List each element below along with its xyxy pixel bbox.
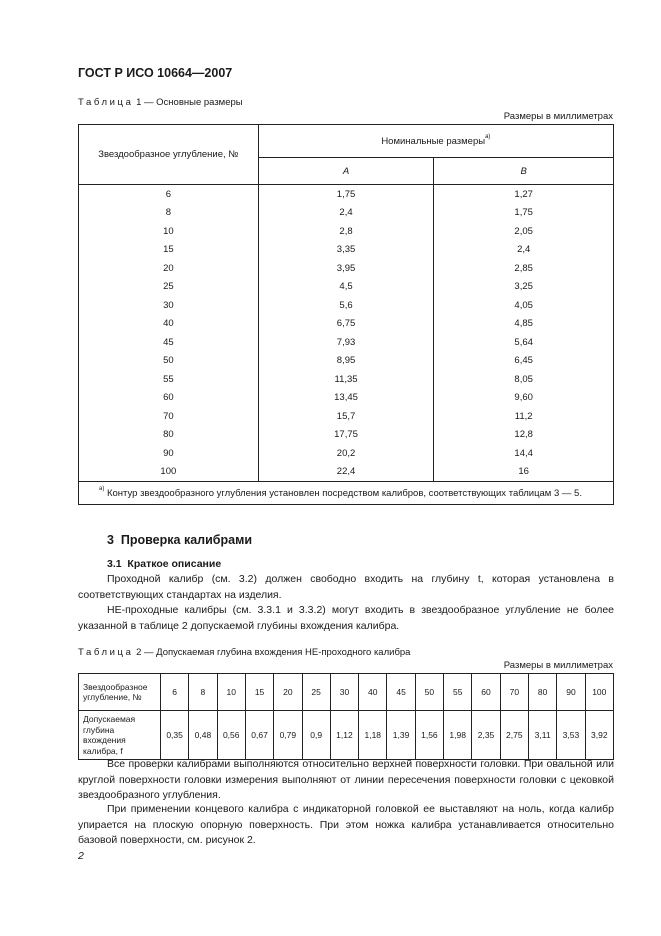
col-header-nominal [258,125,613,158]
cell-dimension-b: 11,2 [434,407,614,426]
row-label-depth: Допускаемая глубина вхождения калибра, f [79,711,161,760]
cell-permissible-depth: 1,12 [330,711,358,760]
cell-recess-size: 40 [359,674,387,711]
subsection-heading: 3.1 Краткое описание [107,558,222,570]
table2-caption [78,647,410,658]
cell-dimension-a: 15,7 [258,407,434,426]
cell-permissible-depth: 3,53 [557,711,585,760]
cell-dimension-a: 1,75 [258,185,434,204]
cell-dimension-b: 8,05 [434,370,614,389]
paragraph-measurement-reference: Все проверки калибрами выполняются относительно верхней поверхности головки. При овальной или круглой поверхности головки измерения выполняют от линии пересечения поверхности головки с цековкой звездообразного углубления. [78,758,614,802]
cell-dimension-a: 3,35 [258,241,434,260]
table1-units: Размеры в миллиметрах [503,111,613,122]
cell-recess-number: 6 [79,185,259,204]
cell-recess-number: 100 [79,463,259,482]
table-row [79,259,614,278]
table-row [79,222,614,241]
paragraph-nogo-gauge: НЕ-проходные калибры (см. 3.3.1 и 3.3.2) могут входить в звездообразное углубление не более указанной в таблице 2 допускаемой глубины вхождения калибра. [78,604,614,632]
cell-recess-number: 55 [79,370,259,389]
cell-recess-number: 20 [79,259,259,278]
cell-recess-size: 25 [302,674,330,711]
cell-dimension-b: 2,4 [434,241,614,260]
cell-recess-size: 60 [472,674,500,711]
cell-recess-number: 50 [79,352,259,371]
cell-recess-size: 100 [585,674,613,711]
table-row [79,407,614,426]
table-row [79,204,614,223]
table-row [79,241,614,260]
cell-recess-number: 45 [79,333,259,352]
page-number: 2 [78,850,84,862]
col-header-b: B [434,158,614,185]
cell-recess-size: 30 [330,674,358,711]
cell-dimension-b: 4,05 [434,296,614,315]
main-dimensions-table [78,124,614,505]
col-header-a: A [258,158,434,185]
table1-footnote [79,482,614,505]
cell-recess-size: 15 [245,674,273,711]
table2-units: Размеры в миллиметрах [503,660,613,671]
cell-permissible-depth: 0,9 [302,711,330,760]
cell-permissible-depth: 0,67 [245,711,273,760]
cell-recess-number: 15 [79,241,259,260]
cell-dimension-a: 2,4 [258,204,434,223]
table-row [79,315,614,334]
table-row [79,389,614,408]
cell-recess-number: 25 [79,278,259,297]
cell-dimension-a: 6,75 [258,315,434,334]
table-row [79,185,614,204]
table1-caption-prefix: Таблица [78,97,134,108]
cell-dimension-a: 2,8 [258,222,434,241]
table-row [79,426,614,445]
cell-dimension-a: 11,35 [258,370,434,389]
cell-recess-size: 10 [217,674,245,711]
cell-permissible-depth: 2,35 [472,711,500,760]
table-row [79,333,614,352]
cell-recess-number: 90 [79,444,259,463]
table-row [79,296,614,315]
cell-recess-size: 50 [415,674,443,711]
cell-dimension-b: 9,60 [434,389,614,408]
table1-footnote-text: Контур звездообразного углубления установлен посредством калибров, соответствующих таблицам 3 — 5. [106,487,582,499]
cell-recess-size: 45 [387,674,415,711]
cell-dimension-b: 4,85 [434,315,614,334]
footnote-mark: a) [485,133,491,140]
cell-dimension-b: 1,27 [434,185,614,204]
cell-permissible-depth: 0,79 [274,711,302,760]
table-row [79,370,614,389]
cell-dimension-b: 5,64 [434,333,614,352]
cell-dimension-b: 3,25 [434,278,614,297]
cell-recess-size: 20 [274,674,302,711]
table-row [79,444,614,463]
table2-caption-prefix: Таблица [78,647,134,658]
cell-recess-size: 70 [500,674,528,711]
section-heading: 3 Проверка калибрами [107,533,253,547]
cell-recess-number: 30 [79,296,259,315]
paragraph-dial-gauge: При применении концевого калибра с индикаторной головкой ее выставляют на ноль, когда калибр упирается на плоскую опорную поверхность. При этом ножка калибра устанавливается относительно базовой поверхности, см. рисунок 2. [78,803,614,847]
cell-dimension-b: 12,8 [434,426,614,445]
cell-dimension-a: 20,2 [258,444,434,463]
permissible-depth-table [78,673,614,760]
cell-recess-size: 8 [189,674,217,711]
document-header: ГОСТ Р ИСО 10664—2007 [78,66,233,80]
cell-permissible-depth: 1,98 [444,711,472,760]
cell-recess-size: 80 [528,674,556,711]
col-header-recess: Звездообразное углубление, № [79,125,259,185]
table1-caption [78,97,243,108]
cell-permissible-depth: 1,56 [415,711,443,760]
cell-permissible-depth: 1,18 [359,711,387,760]
cell-recess-number: 60 [79,389,259,408]
row-label-recess: Звездообразное углубление, № [79,674,161,711]
table1-caption-text: 1 — Основные размеры [133,97,243,108]
cell-permissible-depth: 1,39 [387,711,415,760]
cell-dimension-b: 16 [434,463,614,482]
cell-dimension-b: 14,4 [434,444,614,463]
cell-recess-size: 6 [160,674,188,711]
cell-dimension-a: 7,93 [258,333,434,352]
cell-permissible-depth: 0,56 [217,711,245,760]
cell-recess-size: 90 [557,674,585,711]
cell-dimension-a: 22,4 [258,463,434,482]
cell-permissible-depth: 0,48 [189,711,217,760]
cell-dimension-a: 17,75 [258,426,434,445]
footnote-mark-note: a) [99,485,105,492]
cell-dimension-b: 6,45 [434,352,614,371]
cell-permissible-depth: 0,35 [160,711,188,760]
cell-recess-number: 80 [79,426,259,445]
cell-recess-number: 8 [79,204,259,223]
cell-recess-number: 40 [79,315,259,334]
cell-recess-number: 70 [79,407,259,426]
col-header-nominal-label: Номинальные размеры [381,135,486,147]
table2-caption-text: 2 — Допускаемая глубина вхождения НЕ-проходного калибра [133,647,411,658]
cell-dimension-a: 5,6 [258,296,434,315]
cell-recess-size: 55 [444,674,472,711]
table-row [79,463,614,482]
cell-permissible-depth: 3,11 [528,711,556,760]
table-row [79,278,614,297]
cell-dimension-a: 13,45 [258,389,434,408]
cell-permissible-depth: 2,75 [500,711,528,760]
cell-permissible-depth: 3,92 [585,711,613,760]
cell-dimension-b: 1,75 [434,204,614,223]
paragraph-go-gauge: Проходной калибр (см. 3.2) должен свободно входить на глубину t, которая установлена в соответствующих стандартах на изделия. [78,573,614,601]
cell-recess-number: 10 [79,222,259,241]
cell-dimension-a: 8,95 [258,352,434,371]
table-row [79,352,614,371]
cell-dimension-b: 2,85 [434,259,614,278]
cell-dimension-a: 4,5 [258,278,434,297]
cell-dimension-b: 2,05 [434,222,614,241]
cell-dimension-a: 3,95 [258,259,434,278]
